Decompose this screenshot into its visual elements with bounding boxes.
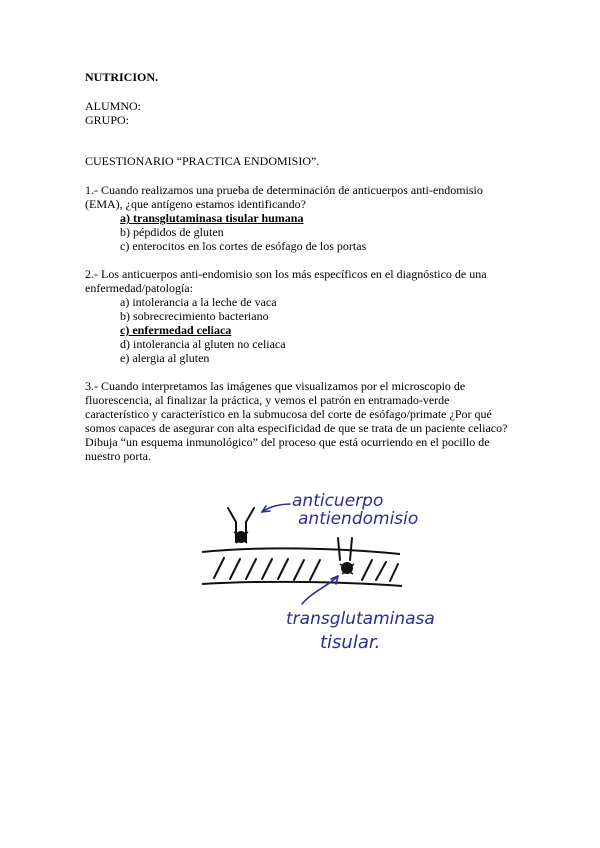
label-antibody-line2: antiendomisio: [298, 509, 419, 529]
question-2-option-e: e) alergia al gluten: [120, 351, 210, 365]
questionnaire-title: CUESTIONARIO “PRACTICA ENDOMISIO”.: [85, 154, 320, 168]
label-antigen-line1: transglutaminasa: [286, 609, 435, 629]
question-1-option-b: b) pépdidos de gluten: [120, 225, 224, 239]
question-2: [85, 267, 515, 365]
label-antigen-line2: tisular.: [320, 632, 381, 653]
student-info: [85, 99, 515, 127]
student-label: ALUMNO:: [85, 99, 141, 113]
group-label: GRUPO:: [85, 113, 130, 127]
sketch-svg: [190, 482, 456, 660]
document-title: NUTRICION.: [85, 70, 159, 84]
question-1-option-a: a) transglutaminasa tisular humana: [120, 211, 304, 225]
question-2-text: 2.- Los anticuerpos anti-endomisio son los más específicos en el diagnóstico de una enfermedad/patología:: [85, 267, 487, 295]
question-2-option-a: a) intolerancia a la leche de vaca: [120, 295, 277, 309]
question-3: [85, 379, 515, 463]
question-3-text: 3.- Cuando interpretamos las imágenes que visualizamos por el microscopio de fluorescencia, al finalizar la práctica, y vemos el patrón en entramado-verde característico y característico en la submucosa del corte de esófago/primate ¿Por qué somos capaces de asegurar con alta especificidad de que se trata de un paciente celiaco? Dibuja “un esquema inmunológico” del proceso que está ocurriendo en el pocillo de nuestro porta.: [85, 379, 508, 463]
question-1-text: 1.- Cuando realizamos una prueba de determinación de anticuerpos anti-endomisio (EMA), ¿que antígeno estamos identificando?: [85, 183, 483, 211]
question-2-option-c: c) enfermedad celiaca: [120, 323, 232, 337]
label-antibody-line1: anticuerpo: [292, 491, 384, 511]
question-2-option-d: d) intolerancia al gluten no celiaca: [120, 337, 286, 351]
question-1-option-c: c) enterocitos en los cortes de esófago de los portas: [120, 239, 367, 253]
question-1: [85, 183, 515, 253]
question-2-option-b: b) sobrecrecimiento bacteriano: [120, 309, 269, 323]
immunology-sketch: [190, 482, 456, 660]
